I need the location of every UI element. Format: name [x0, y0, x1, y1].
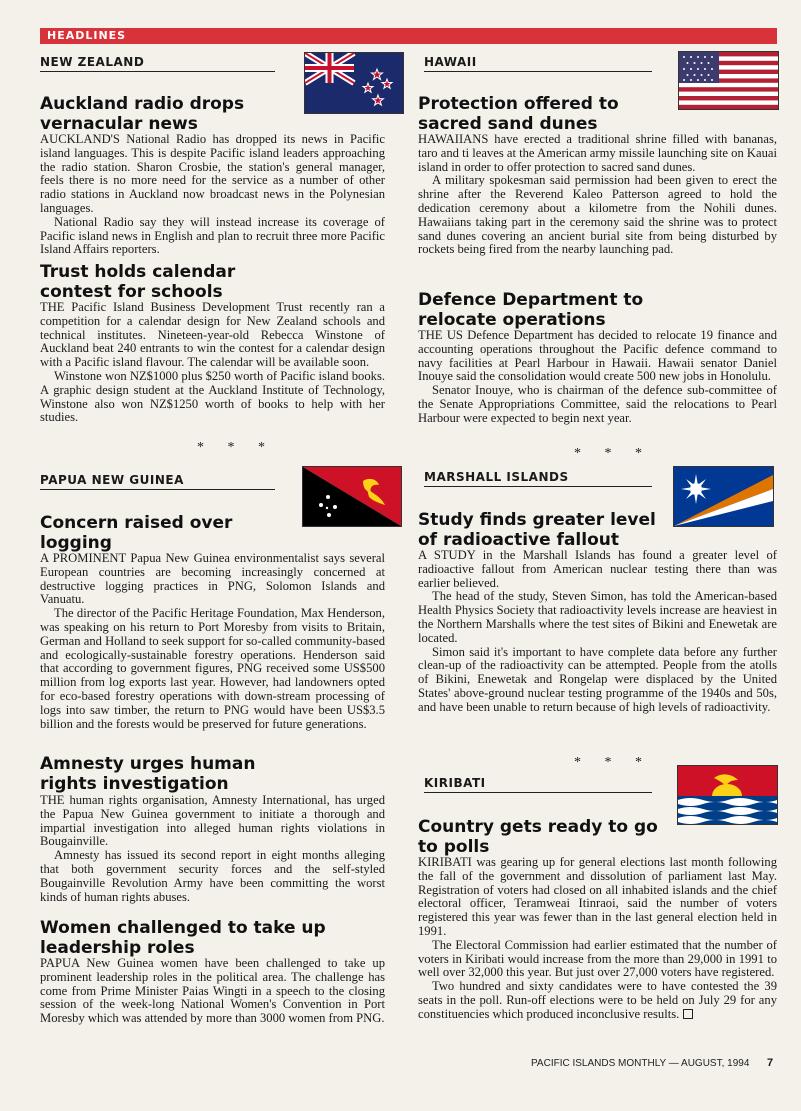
paragraph: PAPUA New Guinea women have been challenged to take up prominent leadership roles in the political area. The challenge has come from Prime Minister Paias Wingti in a speech to the closing session of the week-long National Women's Convention in Port Moresby which was attended by more than 3000 women from PNG. — [40, 956, 385, 1026]
paragraph: KIRIBATI was gearing up for general elections last month following the fall of the government and dissolution of parliament last May. Registration of voters had closed on all inhabited islands and the chief electoral officer, Teramweai Itinraoi, said the number of voters registered this year was fewer than in the last general election held in 1991. — [418, 855, 777, 938]
paragraph: The Electoral Commission had earlier estimated that the number of voters in Kiribati would increase from the more than 29,000 in 1991 to well over 32,000 this year. But just over 27,000 voters have registered. — [418, 937, 777, 980]
page-number: 7 — [767, 1057, 774, 1069]
marshall-islands-flag — [673, 466, 774, 527]
papua-new-guinea-flag — [302, 466, 402, 527]
region-heading-new-zealand: NEW ZEALAND — [40, 55, 275, 72]
paragraph: The director of the Pacific Heritage Foundation, Max Henderson, was speaking on his return to Port Moresby from visits to Britain, German and Holland to seek support for so-called community-based and ecologically-sustainable forestry operations. Henderson said that according to government figures, PNG received some US$500 million from log exports last year. However, had landowners opted for eco-based forestry operations with down-stream processing of logs into saw timber, the return to PNG would have been US$3.5 billion and the forests would be preserved for future generations. — [40, 606, 385, 731]
headline-sacred-dunes: Protection offered to sacred sand dunes — [418, 94, 619, 134]
paragraph: A STUDY in the Marshall Islands has found a greater level of radioactive fallout from American nuclear testing there than was earlier believed. — [418, 548, 777, 590]
paragraph: AUCKLAND'S National Radio has dropped its news in Pacific island languages. This is despite Pacific island leaders approaching the radio station. Sharon Crosbie, the station's general manager, feels there is no more need for the service as a number of other radio stations in Auckland now broadcast news in the Polynesian languages. — [40, 132, 385, 215]
kiribati-flag — [677, 765, 778, 825]
paragraph-text: Two hundred and sixty candidates were to have contested the 39 seats in the poll. Run-off elections were to be held on July 29 for any constituencies which produced inconclusive results. — [418, 979, 777, 1021]
article-auckland-radio — [40, 133, 385, 257]
headline-auckland-radio: Auckland radio drops vernacular news — [40, 94, 245, 134]
section-header-bar — [40, 28, 777, 44]
article-calendar-contest — [40, 301, 385, 425]
region-heading-kiribati: KIRIBATI — [424, 776, 652, 793]
region-heading-png: PAPUA NEW GUINEA — [40, 473, 275, 490]
headline-kiribati-polls: Country gets ready to go to polls — [418, 817, 658, 857]
article-women-leadership — [40, 957, 385, 1026]
article-logging-concern — [40, 552, 385, 731]
headline-radioactive-fallout: Study finds greater level of radioactive fallout — [418, 510, 656, 550]
region-heading-marshall-islands: MARSHALL ISLANDS — [424, 470, 652, 487]
article-defence-department — [418, 329, 777, 426]
footer-publication: PACIFIC ISLANDS MONTHLY — AUGUST, 1994 — [531, 1058, 750, 1069]
headline-logging-concern: Concern raised over logging — [40, 513, 233, 553]
separator-stars: * * * — [574, 755, 652, 770]
section-label: HEADLINES — [47, 29, 127, 42]
headline-calendar-contest: Trust holds calendar contest for schools — [40, 262, 236, 302]
paragraph: Senator Inouye, who is chairman of the defence sub-committee of the Senate Appropriations Committee, said the relocations to Pearl Harbour were expected to begin next year. — [418, 383, 777, 425]
paragraph: THE human rights organisation, Amnesty International, has urged the Papua New Guinea government to initiate a thorough and impartial investigation into alleged human rights violations in Bougainville. — [40, 793, 385, 849]
end-of-article-mark — [683, 1009, 693, 1019]
headline-amnesty: Amnesty urges human rights investigation — [40, 754, 256, 794]
paragraph: Simon said it's important to have complete data before any further clean-up of the radioactivity can be attempted. People from the atolls of Bikini, Enewetak and Rongelap were displaced by the United States' above-ground nuclear testing programme of the 1940s and 50s, and have been unable to return because of high levels of radioactivity. — [418, 644, 777, 714]
paragraph: The head of the study, Steven Simon, has told the American-based Health Physics Society that radioactivity levels increase are heaviest in the Northern Marshalls where the test sites of Bikini and Enewetak are located. — [418, 589, 777, 645]
new-zealand-flag — [304, 52, 404, 114]
headline-women-leadership: Women challenged to take up leadership roles — [40, 918, 326, 958]
paragraph: THE US Defence Department has decided to relocate 19 finance and accounting operations throughout the Pacific defence command to navy facilities at Pearl Harbour in Hawaii. Hawaii senator Daniel Inouye said the consolidation would create 500 new jobs in Honolulu. — [418, 328, 777, 384]
article-kiribati-polls — [418, 856, 777, 1022]
united-states-flag — [678, 51, 779, 110]
article-radioactive-fallout — [418, 549, 777, 715]
region-heading-hawaii: HAWAII — [424, 55, 652, 72]
separator-stars: * * * — [574, 446, 652, 461]
headline-defence-department: Defence Department to relocate operations — [418, 290, 644, 330]
paragraph — [418, 980, 777, 1021]
article-sacred-dunes — [418, 133, 777, 257]
article-amnesty — [40, 794, 385, 904]
paragraph: A PROMINENT Papua New Guinea environmentalist says several European countries are becoming increasingly concerned at destructive logging practices in PNG, Solomon Islands and Vanuatu. — [40, 551, 385, 607]
paragraph: A military spokesman said permission had been given to erect the shrine after the Reverend Kaleo Patterson agreed to hold the dedication ceremony about a kilometre from the Nohili dunes. Hawaiians taking part in the ceremony said the shrine was to protect sand dunes covering an ancient burial site from being disturbed by rockets being fired from the nearby launching pad. — [418, 173, 777, 257]
paragraph: HAWAIIANS have erected a traditional shrine filled with bananas, taro and ti leaves at the American army missile launching site on Kauai island in order to offer protection to sacred sand dunes. — [418, 132, 777, 174]
paragraph: THE Pacific Island Business Development Trust recently ran a competition for a calendar design for New Zealand schools and technical institutes. Nineteen-year-old Rebecca Winstone of Auckland beat 240 entrants to win the contest for a calendar design with a Pacific island flavour. The calendar will be available soon. — [40, 300, 385, 370]
paragraph: Winstone won NZ$1000 plus $250 worth of Pacific island books. A graphic design student at the Auckland Institute of Technology, Winstone also won NZ$1250 worth of books to help with her studies. — [40, 368, 385, 425]
paragraph: National Radio say they will instead increase its coverage of Pacific island news in English and plan to recruit three more Pacific Island Affairs reporters. — [40, 214, 385, 257]
paragraph: Amnesty has issued its second report in eight months alleging that both government security forces and the self-styled Bougainville Revolution Army have been committing the worst kinds of human rights abuses. — [40, 848, 385, 904]
separator-stars: * * * — [197, 440, 275, 455]
